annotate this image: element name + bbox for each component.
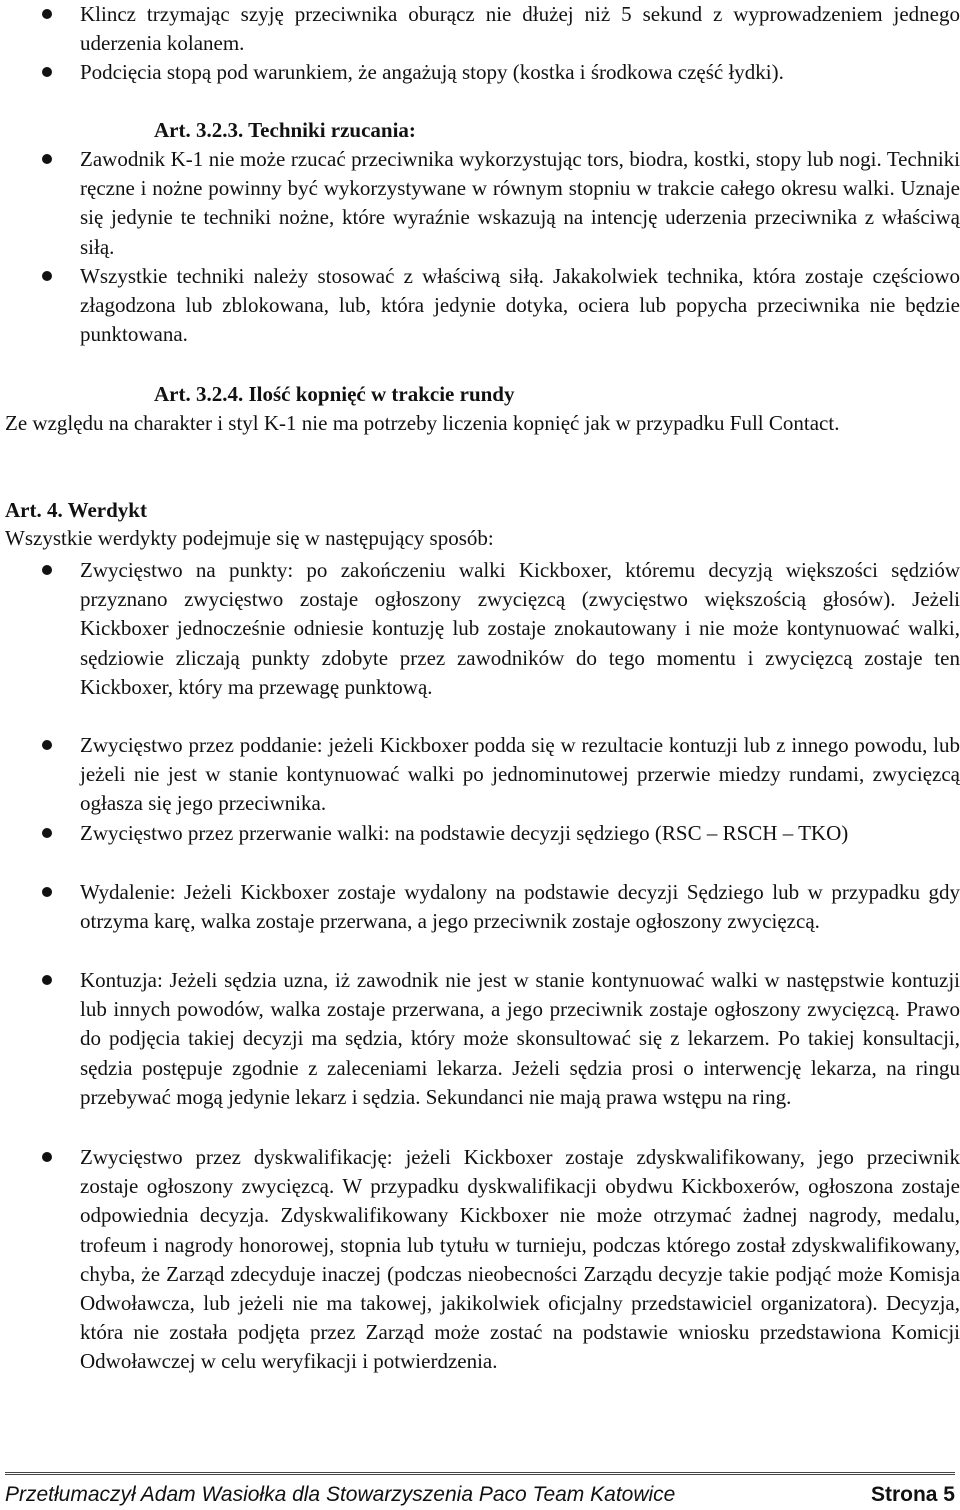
section-heading: Art. 4. Werdykt [5, 498, 147, 522]
bullet-icon [42, 9, 52, 19]
list-item-text: Zwycięstwo na punkty: po zakończeniu walki Kickboxer, któremu decyzją większości sędziów przyznano zwycięstwo zostaje ogłoszony zwycięzcą (zwycięstwo większością głosów). Jeżeli Kickboxer jednocześnie odniesie kontuzję lub zostaje znokautowany i nie może kontynuować walki, sędziowie zliczają punkty zdobyte przez zawodników do tego momentu i zwycięzcą zostaje ten Kickboxer, który ma przewagę punktową. [80, 558, 960, 699]
section-heading: Art. 3.2.3. Techniki rzucania: [154, 118, 416, 142]
list-item [42, 731, 960, 819]
section-heading: Art. 3.2.4. Ilość kopnięć w trakcie rundy [154, 382, 515, 406]
bullet-icon [42, 67, 52, 77]
list-item-text: Podcięcia stopą pod warunkiem, że angażują stopy (kostka i środkowa część łydki). [80, 60, 784, 84]
bullet-icon [42, 154, 52, 164]
bullet-icon [42, 271, 52, 281]
bullet-icon [42, 565, 52, 575]
footer-divider [5, 1472, 955, 1475]
bullet-icon [42, 740, 52, 750]
list-item [42, 1143, 960, 1377]
list-item-text: Zwycięstwo przez dyskwalifikację: jeżeli Kickboxer zostaje zdyskwalifikowany, jego przeciwnik zostaje ogłoszony zwycięzcą. W przypadku dyskwalifikacji obydwu Kickboxerów, ogłoszona zostaje odpowiednia decyzja. Zdyskwalifikowany Kickboxer nie może otrzymać żadnej nagrody, medalu, trofeum i nagrody honorowej, stopnia lub tytułu w turnieju, podczas którego został zdyskwalifikowany, chyba, że Zarząd zdecyduje inaczej (podczas nieobecności Zarządu decyzje takie podjąć może Komisja Odwoławcza, lub jeżeli nie ma takowej, jakikolwiek oficjalny przedstawiciel organizatora). Decyzja, która nie została podjęta przez Zarząd może zostać na podstawie wniosku przedstawiona Komicji Odwoławczej w celu weryfikacji i potwierdzenia. [80, 1145, 960, 1374]
list-item [42, 966, 960, 1112]
page-number: Strona 5 [870, 1483, 955, 1506]
list-item [42, 878, 960, 936]
list-item [42, 556, 960, 702]
bullet-icon [42, 828, 52, 838]
paragraph: Wszystkie werdykty podejmuje się w następujący sposób: [5, 526, 494, 550]
list-item [42, 0, 960, 58]
list-item [42, 58, 960, 87]
paragraph: Ze względu na charakter i styl K-1 nie ma potrzeby liczenia kopnięć jak w przypadku Full Contact. [5, 411, 840, 435]
list-item-text: Zwycięstwo przez poddanie: jeżeli Kickboxer podda się w rezultacie kontuzji lub z innego powodu, lub jeżeli nie jest w stanie kontynuować walki po jednominutowej przerwie miedzy rundami, zwycięzcą ogłasza się jego przeciwnika. [80, 733, 960, 816]
list-item-text: Wydalenie: Jeżeli Kickboxer zostaje wydalony na podstawie decyzji Sędziego lub w przypadku gdy otrzyma karę, walka zostaje przerwana, a jego przeciwnik zostaje ogłoszony zwycięzcą. [80, 880, 960, 934]
list-item-text: Klincz trzymając szyję przeciwnika oburącz nie dłużej niż 5 sekund z wyprowadzeniem jednego uderzenia kolanem. [80, 2, 960, 56]
bullet-icon [42, 887, 52, 897]
list-item-text: Wszystkie techniki należy stosować z właściwą siłą. Jakakolwiek technika, która zostaje częściowo złagodzona lub zblokowana, lub, która jedynie dotyka, ociera lub popycha przeciwnika nie będzie punktowana. [80, 264, 960, 347]
list-item [42, 819, 960, 848]
footer-credit: Przetłumaczył Adam Wasiołka dla Stowarzyszenia Paco Team Katowice [5, 1483, 676, 1506]
list-item [42, 262, 960, 350]
bullet-icon [42, 1152, 52, 1162]
bullet-icon [42, 975, 52, 985]
list-item-text: Zwycięstwo przez przerwanie walki: na podstawie decyzji sędziego (RSC – RSCH – TKO) [80, 821, 849, 845]
list-item-text: Zawodnik K-1 nie może rzucać przeciwnika wykorzystując tors, biodra, kostki, stopy lub nogi. Techniki ręczne i nożne powinny być wykorzystywane w równym stopniu w trakcie całego okresu walki. Uznaje się jedynie te techniki nożne, które wyraźnie wskazują na intencję uderzenia przeciwnika z właściwą siłą. [80, 147, 960, 259]
list-item [42, 145, 960, 262]
list-item-text: Kontuzja: Jeżeli sędzia uzna, iż zawodnik nie jest w stanie kontynuować walki w następstwie kontuzji lub innych powodów, walka zostaje przerwana, a jego przeciwnik zostaje ogłoszony zwycięzcą. Prawo do podjęcia takiej decyzji ma sędzia, który może skonsultować się z lekarzem. Po takiej konsultacji, sędzia postępuje zgodnie z zaleceniami lekarza. Jeżeli sędzia prosi o interwencję lekarza, na ringu przebywać mogą jedynie lekarz i sędzia. Sekundanci nie mają prawa wstępu na ring. [80, 968, 960, 1109]
